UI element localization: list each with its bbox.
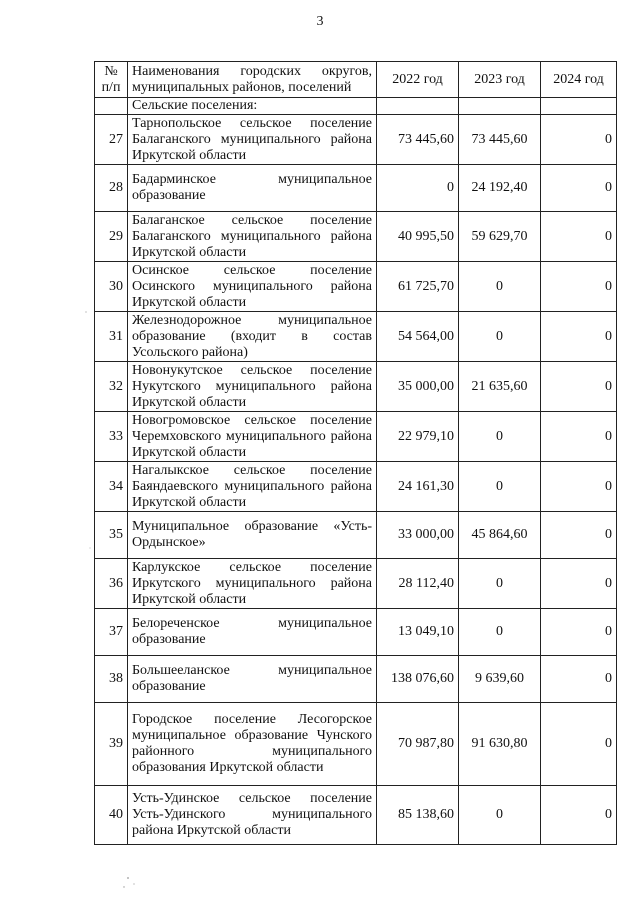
value-2024: 0 bbox=[541, 312, 617, 362]
row-number: 40 bbox=[95, 786, 128, 845]
header-name: Наименования городских округов, муниципальных районов, поселений bbox=[128, 62, 377, 98]
row-number: 27 bbox=[95, 115, 128, 165]
scan-speck bbox=[90, 548, 91, 549]
value-2024: 0 bbox=[541, 212, 617, 262]
scan-speck bbox=[123, 886, 124, 887]
row-number: 34 bbox=[95, 462, 128, 512]
row-number: 29 bbox=[95, 212, 128, 262]
row-number: 31 bbox=[95, 312, 128, 362]
row-name: Нагалыкское сельское поселение Баяндаевского муниципального района Иркутской области bbox=[128, 462, 377, 512]
value-2023: 0 bbox=[459, 312, 541, 362]
value-2022: 61 725,70 bbox=[377, 262, 459, 312]
row-name: Железнодорожное муниципальное образование (входит в состав Усольского района) bbox=[128, 312, 377, 362]
row-number: 33 bbox=[95, 412, 128, 462]
value-2024: 0 bbox=[541, 362, 617, 412]
value-2023: 9 639,60 bbox=[459, 656, 541, 703]
value-2022: 22 979,10 bbox=[377, 412, 459, 462]
value-2023: 91 630,80 bbox=[459, 703, 541, 786]
row-name: Карлукское сельское поселение Иркутского муниципального района Иркутской области bbox=[128, 559, 377, 609]
value-2023: 0 bbox=[459, 786, 541, 845]
row-name: Муниципальное образование «Усть-Ордынское» bbox=[128, 512, 377, 559]
header-2024: 2024 год bbox=[541, 62, 617, 98]
scan-specks bbox=[85, 311, 134, 887]
value-2023: 0 bbox=[459, 609, 541, 656]
value-2022: 35 000,00 bbox=[377, 362, 459, 412]
value-2022: 0 bbox=[377, 165, 459, 212]
value-2024: 0 bbox=[541, 656, 617, 703]
value-2022: 138 076,60 bbox=[377, 656, 459, 703]
section-title: Сельские поселения: bbox=[128, 98, 377, 115]
value-2022: 28 112,40 bbox=[377, 559, 459, 609]
header-2023: 2023 год bbox=[459, 62, 541, 98]
value-2022: 73 445,60 bbox=[377, 115, 459, 165]
row-name: Белореченское муниципальное образование bbox=[128, 609, 377, 656]
value-2023: 45 864,60 bbox=[459, 512, 541, 559]
value-2022: 33 000,00 bbox=[377, 512, 459, 559]
value-2022: 54 564,00 bbox=[377, 312, 459, 362]
row-name: Тарнопольское сельское поселение Балаганского муниципального района Иркутской области bbox=[128, 115, 377, 165]
row-number: 32 bbox=[95, 362, 128, 412]
value-2022: 40 995,50 bbox=[377, 212, 459, 262]
value-2022: 85 138,60 bbox=[377, 786, 459, 845]
page-number: 3 bbox=[316, 14, 324, 29]
row-number: 38 bbox=[95, 656, 128, 703]
row-number: 37 bbox=[95, 609, 128, 656]
value-2024: 0 bbox=[541, 165, 617, 212]
scan-speck bbox=[133, 883, 134, 884]
header-2022: 2022 год bbox=[377, 62, 459, 98]
value-2024: 0 bbox=[541, 512, 617, 559]
row-number: 28 bbox=[95, 165, 128, 212]
value-2024: 0 bbox=[541, 559, 617, 609]
value-2023: 21 635,60 bbox=[459, 362, 541, 412]
row-name: Усть-Удинское сельское поселение Усть-Удинского муниципального района Иркутской области bbox=[128, 786, 377, 845]
value-2024: 0 bbox=[541, 786, 617, 845]
value-2024: 0 bbox=[541, 412, 617, 462]
value-2023: 0 bbox=[459, 559, 541, 609]
value-2023: 73 445,60 bbox=[459, 115, 541, 165]
value-2023: 0 bbox=[459, 462, 541, 512]
header-num: № п/п bbox=[95, 62, 128, 98]
value-2023: 0 bbox=[459, 412, 541, 462]
row-number: 39 bbox=[95, 703, 128, 786]
value-2022: 24 161,30 bbox=[377, 462, 459, 512]
row-number: 30 bbox=[95, 262, 128, 312]
value-2023: 59 629,70 bbox=[459, 212, 541, 262]
value-2024: 0 bbox=[541, 462, 617, 512]
row-name: Новогромовское сельское поселение Черемховского муниципального района Иркутской области bbox=[128, 412, 377, 462]
scan-speck bbox=[85, 311, 86, 312]
value-2024: 0 bbox=[541, 262, 617, 312]
scan-speck bbox=[127, 877, 129, 879]
value-2023: 24 192,40 bbox=[459, 165, 541, 212]
row-name: Осинское сельское поселение Осинского муниципального района Иркутской области bbox=[128, 262, 377, 312]
row-number: 36 bbox=[95, 559, 128, 609]
value-2022: 70 987,80 bbox=[377, 703, 459, 786]
row-number: 35 bbox=[95, 512, 128, 559]
row-name: Городское поселение Лесогорское муниципальное образование Чунского районного муниципального образования Иркутской области bbox=[128, 703, 377, 786]
row-name: Новонукутское сельское поселение Нукутского муниципального района Иркутской области bbox=[128, 362, 377, 412]
row-name: Большееланское муниципальное образование bbox=[128, 656, 377, 703]
value-2024: 0 bbox=[541, 703, 617, 786]
value-2024: 0 bbox=[541, 115, 617, 165]
value-2022: 13 049,10 bbox=[377, 609, 459, 656]
value-2023: 0 bbox=[459, 262, 541, 312]
row-name: Бадарминское муниципальное образование bbox=[128, 165, 377, 212]
value-2024: 0 bbox=[541, 609, 617, 656]
row-name: Балаганское сельское поселение Балаганского муниципального района Иркутской области bbox=[128, 212, 377, 262]
